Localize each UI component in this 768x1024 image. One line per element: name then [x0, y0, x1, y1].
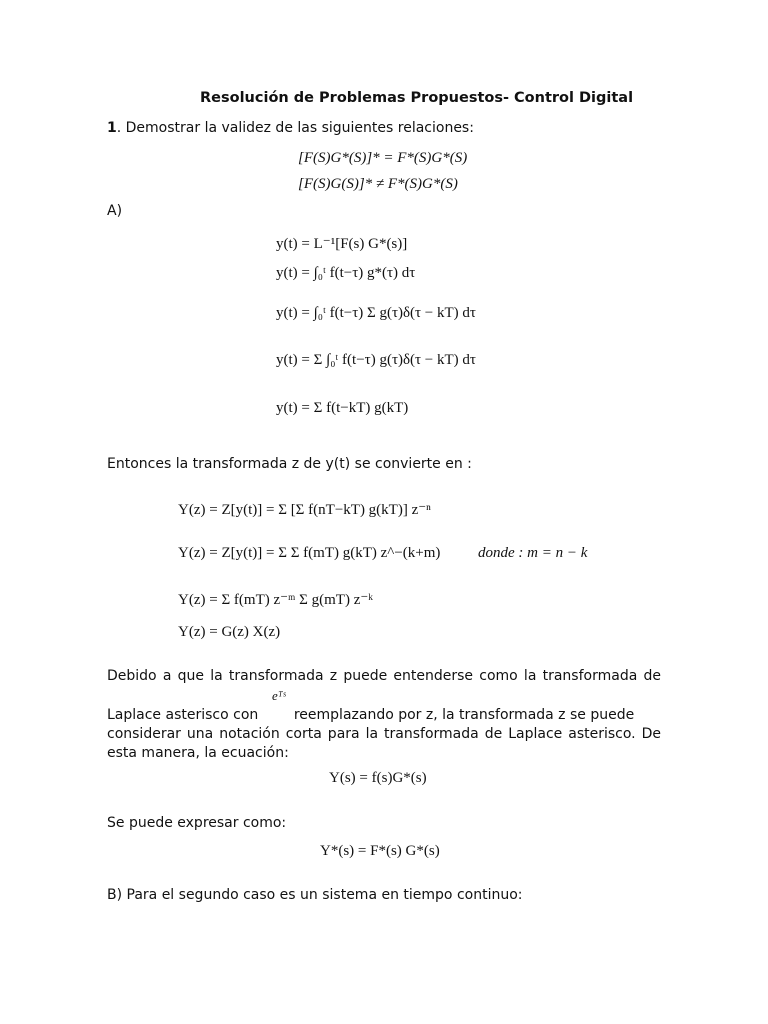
- z-equation-1: Y(z) = Z[y(t)] = Σ [Σ f(nT−kT) g(kT)] z⁻ⁿ: [178, 502, 431, 518]
- paragraph-line-2: Laplace asterisco con reemplazando por z, la transformada z se puede: [107, 707, 635, 723]
- equation-a4: y(t) = Σ ∫₀ᵗ f(t−τ) g(τ)δ(τ − kT) dτ: [276, 352, 476, 368]
- equation-a2: y(t) = ∫₀ᵗ f(t−τ) g*(τ) dτ: [276, 265, 416, 281]
- relation-1-text: [F(S)G*(S)]* = F*(S)G*(S): [298, 150, 468, 166]
- exponential-term: eᵀˢ: [272, 688, 286, 703]
- z-transform-intro: Entonces la transformada z de y(t) se convierte en :: [107, 456, 472, 472]
- equation-a5: y(t) = Σ f(t−kT) g(kT): [276, 400, 409, 416]
- relation-1: [298, 150, 467, 167]
- equation-a1: y(t) = L⁻¹[F(s) G*(s)]: [276, 236, 408, 252]
- equation-a3: y(t) = ∫₀ᵗ f(t−τ) Σ g(τ)δ(τ − kT) dτ: [276, 305, 476, 321]
- relation-2: [298, 176, 458, 193]
- paragraph-line-1: Debido a que la transformada z puede entenderse como la transformada de: [107, 668, 661, 684]
- relation-2-text: [F(S)G(S)]* ≠ F*(S)G*(S): [298, 176, 458, 192]
- problem-number: 1: [107, 120, 117, 136]
- paragraph-line-4: esta manera, la ecuación:: [107, 745, 289, 761]
- z-equation-2-note: donde : m = n − k: [478, 545, 588, 561]
- problem-statement: [107, 120, 474, 136]
- z-equation-2: Y(z) = Z[y(t)] = Σ Σ f(mT) g(kT) z^−(k+m): [178, 545, 441, 561]
- z-equation-3: Y(z) = Σ f(mT) z⁻ᵐ Σ g(mT) z⁻ᵏ: [178, 592, 373, 608]
- part-b-text: B) Para el segundo caso es un sistema en tiempo continuo:: [107, 887, 523, 903]
- express-text: Se puede expresar como:: [107, 815, 287, 831]
- z-equation-4: Y(z) = G(z) X(z): [178, 624, 281, 640]
- equation-ys: Y(s) = f(s)G*(s): [329, 770, 427, 786]
- page-title: Resolución de Problemas Propuestos- Control Digital: [200, 90, 634, 106]
- part-a-label: A): [107, 203, 123, 219]
- equation-ystar: Y*(s) = F*(s) G*(s): [320, 843, 440, 859]
- problem-statement-text: . Demostrar la validez de las siguientes relaciones:: [116, 120, 474, 136]
- paragraph-line-3: considerar una notación corta para la transformada de Laplace asterisco. De: [107, 726, 661, 742]
